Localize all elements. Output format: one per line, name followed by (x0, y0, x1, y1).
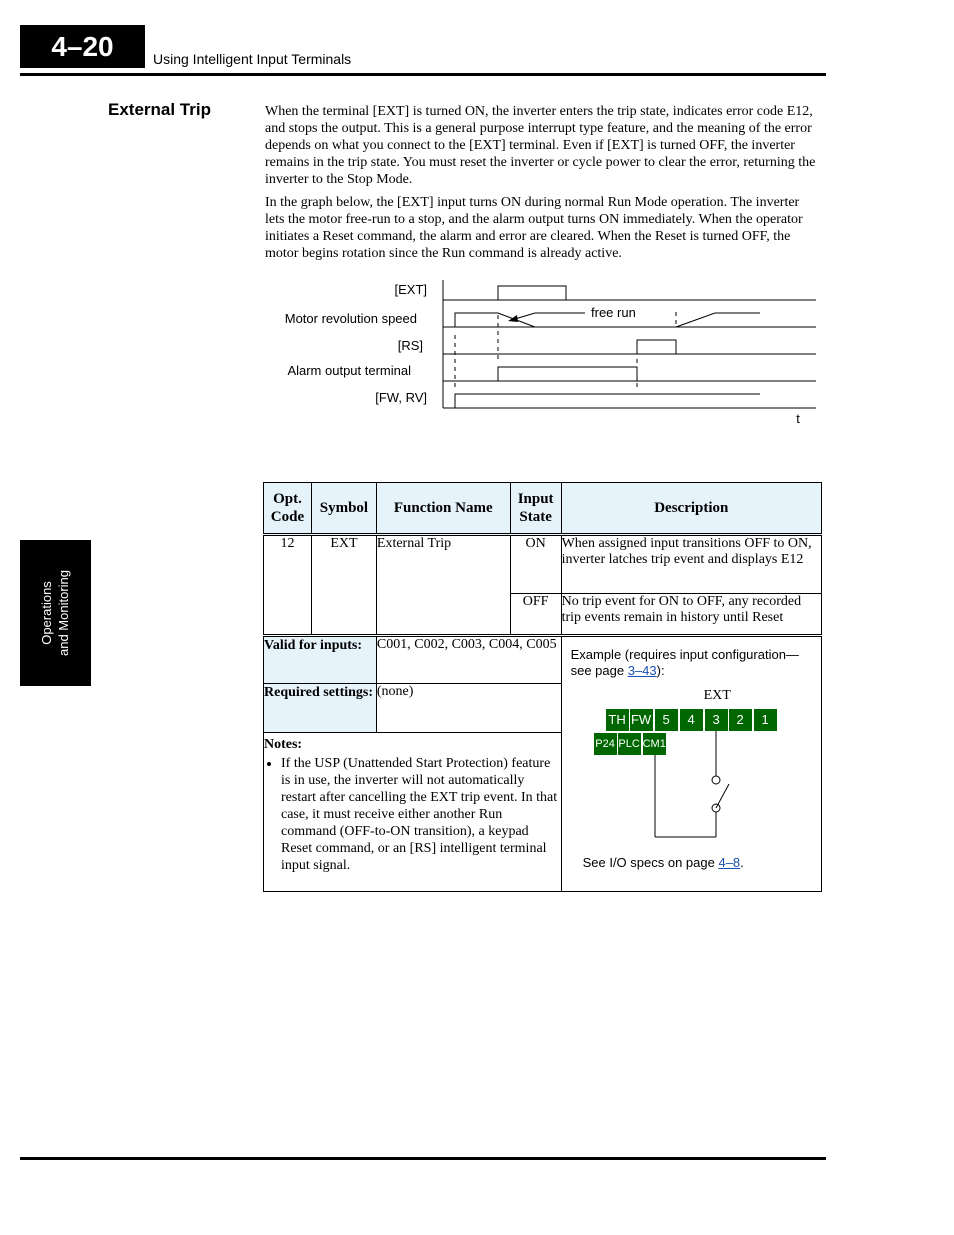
section-heading: External Trip (108, 100, 211, 119)
example-cell (561, 636, 821, 892)
example-footer-text: See I/O specs on page (582, 855, 719, 870)
cell-function-name: External Trip (376, 535, 510, 636)
page-number: 4–20 (20, 25, 145, 68)
terminal-top-th: TH (606, 709, 629, 731)
timing-diagram (270, 275, 830, 435)
example-intro-text: Example (requires input configuration—see page (570, 647, 799, 678)
terminal-top-fw: FW (630, 709, 653, 731)
label-free-run: free run (591, 305, 636, 320)
terminal-top-3: 3 (705, 709, 728, 731)
paragraph-2: In the graph below, the [EXT] input turns ON during normal Run Mode operation. The inverter lets the motor free-run to a stop, and the alarm output turns ON immediately. When the operator initiates a Reset command, the alarm and error are cleared. When the Reset is turned OFF, the motor begins rotation since the Run command is already active. (265, 195, 803, 261)
rs-pulse (637, 340, 676, 354)
notes-list (264, 755, 561, 874)
valid-for-value: C001, C002, C003, C004, C005 (376, 636, 561, 684)
header-symbol: Symbol (311, 483, 376, 535)
side-tab-line2: and Monitoring (56, 570, 71, 656)
header-function-name: Function Name (376, 483, 510, 535)
motor-restart-curve (676, 313, 760, 327)
side-tab-line1: Operations (39, 581, 54, 645)
header-input-state (510, 483, 561, 535)
terminal-bottom-cm1: CM1 (643, 733, 666, 755)
required-value: (none) (376, 684, 561, 733)
free-run-arrow (515, 313, 535, 319)
ext-label: EXT (703, 688, 731, 703)
terminal-top-5: 5 (655, 709, 678, 731)
notes-cell (264, 733, 562, 892)
header-opt-code-line1: Opt. (273, 491, 302, 507)
side-tab-label (38, 543, 72, 683)
motor-speed-curve (455, 313, 535, 327)
notes-label: Notes: (264, 737, 303, 752)
label-time: t (796, 411, 800, 426)
label-fwrv: [FW, RV] (375, 390, 427, 405)
header-description: Description (561, 483, 821, 535)
cell-desc-off: No trip event for ON to OFF, any recorded trip events remain in history until Reset (561, 594, 821, 636)
terminal-top-2: 2 (729, 709, 752, 731)
terminal-bottom-p24: P24 (594, 733, 617, 755)
paragraph-1: When the terminal [EXT] is turned ON, the inverter enters the trip state, indicates error code E12, and stops the output. This is a general purpose interrupt type feature, and the meaning of the error depends on what you connect to the [EXT] terminal. Even if [EXT] is turned OFF, the inverter remains in the trip state. You must reset the inverter or cycle power to clear the error, returning the inverter to the Stop Mode. (265, 104, 816, 187)
example-footer-link[interactable]: 4–8 (718, 855, 741, 870)
header-input-state-line2: State (519, 509, 552, 525)
example-intro-link[interactable]: 3–43 (627, 663, 657, 678)
spec-table (263, 482, 822, 892)
terminal-top-4: 4 (680, 709, 703, 731)
terminal-bottom-plc: PLC (618, 733, 641, 755)
cell-opt-code: 12 (264, 535, 312, 636)
header-input-state-line1: Input (517, 491, 554, 507)
cell-state-on: ON (510, 535, 561, 594)
header-opt-code (264, 483, 312, 535)
header-rule (20, 73, 826, 76)
ext-pulse (498, 286, 566, 300)
note-item: • If the USP (Unattended Start Protection) feature is in use, the inverter will not automatically restart after cancelling the EXT trip event. In that case, it must receive either another Run command (OFF-to-ON transition), a keypad Reset command, or an [RS] intelligent terminal input signal. (281, 755, 561, 874)
label-rs: [RS] (397, 338, 423, 353)
example-footer (583, 855, 744, 871)
switch-contact-top (712, 776, 720, 784)
valid-for-label: Valid for inputs: (264, 636, 377, 684)
header-opt-code-line2: Code (270, 509, 305, 525)
terminal-top-1: 1 (754, 709, 777, 731)
example-intro-end: ): (656, 663, 665, 678)
wiring-diagram (562, 637, 821, 892)
footer-rule (20, 1157, 826, 1160)
required-label: Required settings: (264, 684, 377, 733)
header-title: Using Intelligent Input Terminals (153, 51, 352, 67)
example-footer-end: . (740, 855, 744, 870)
label-alarm: Alarm output terminal (287, 363, 411, 378)
free-run-arrowhead (508, 315, 518, 322)
cell-state-off: OFF (510, 594, 561, 636)
cell-symbol: EXT (311, 535, 376, 636)
fwrv-signal (455, 394, 760, 408)
label-motor: Motor revolution speed (284, 311, 417, 326)
cell-desc-on: When assigned input transitions OFF to ON, inverter latches trip event and displays E12 (561, 535, 821, 594)
label-ext: [EXT] (394, 282, 427, 297)
alarm-pulse (498, 367, 637, 381)
